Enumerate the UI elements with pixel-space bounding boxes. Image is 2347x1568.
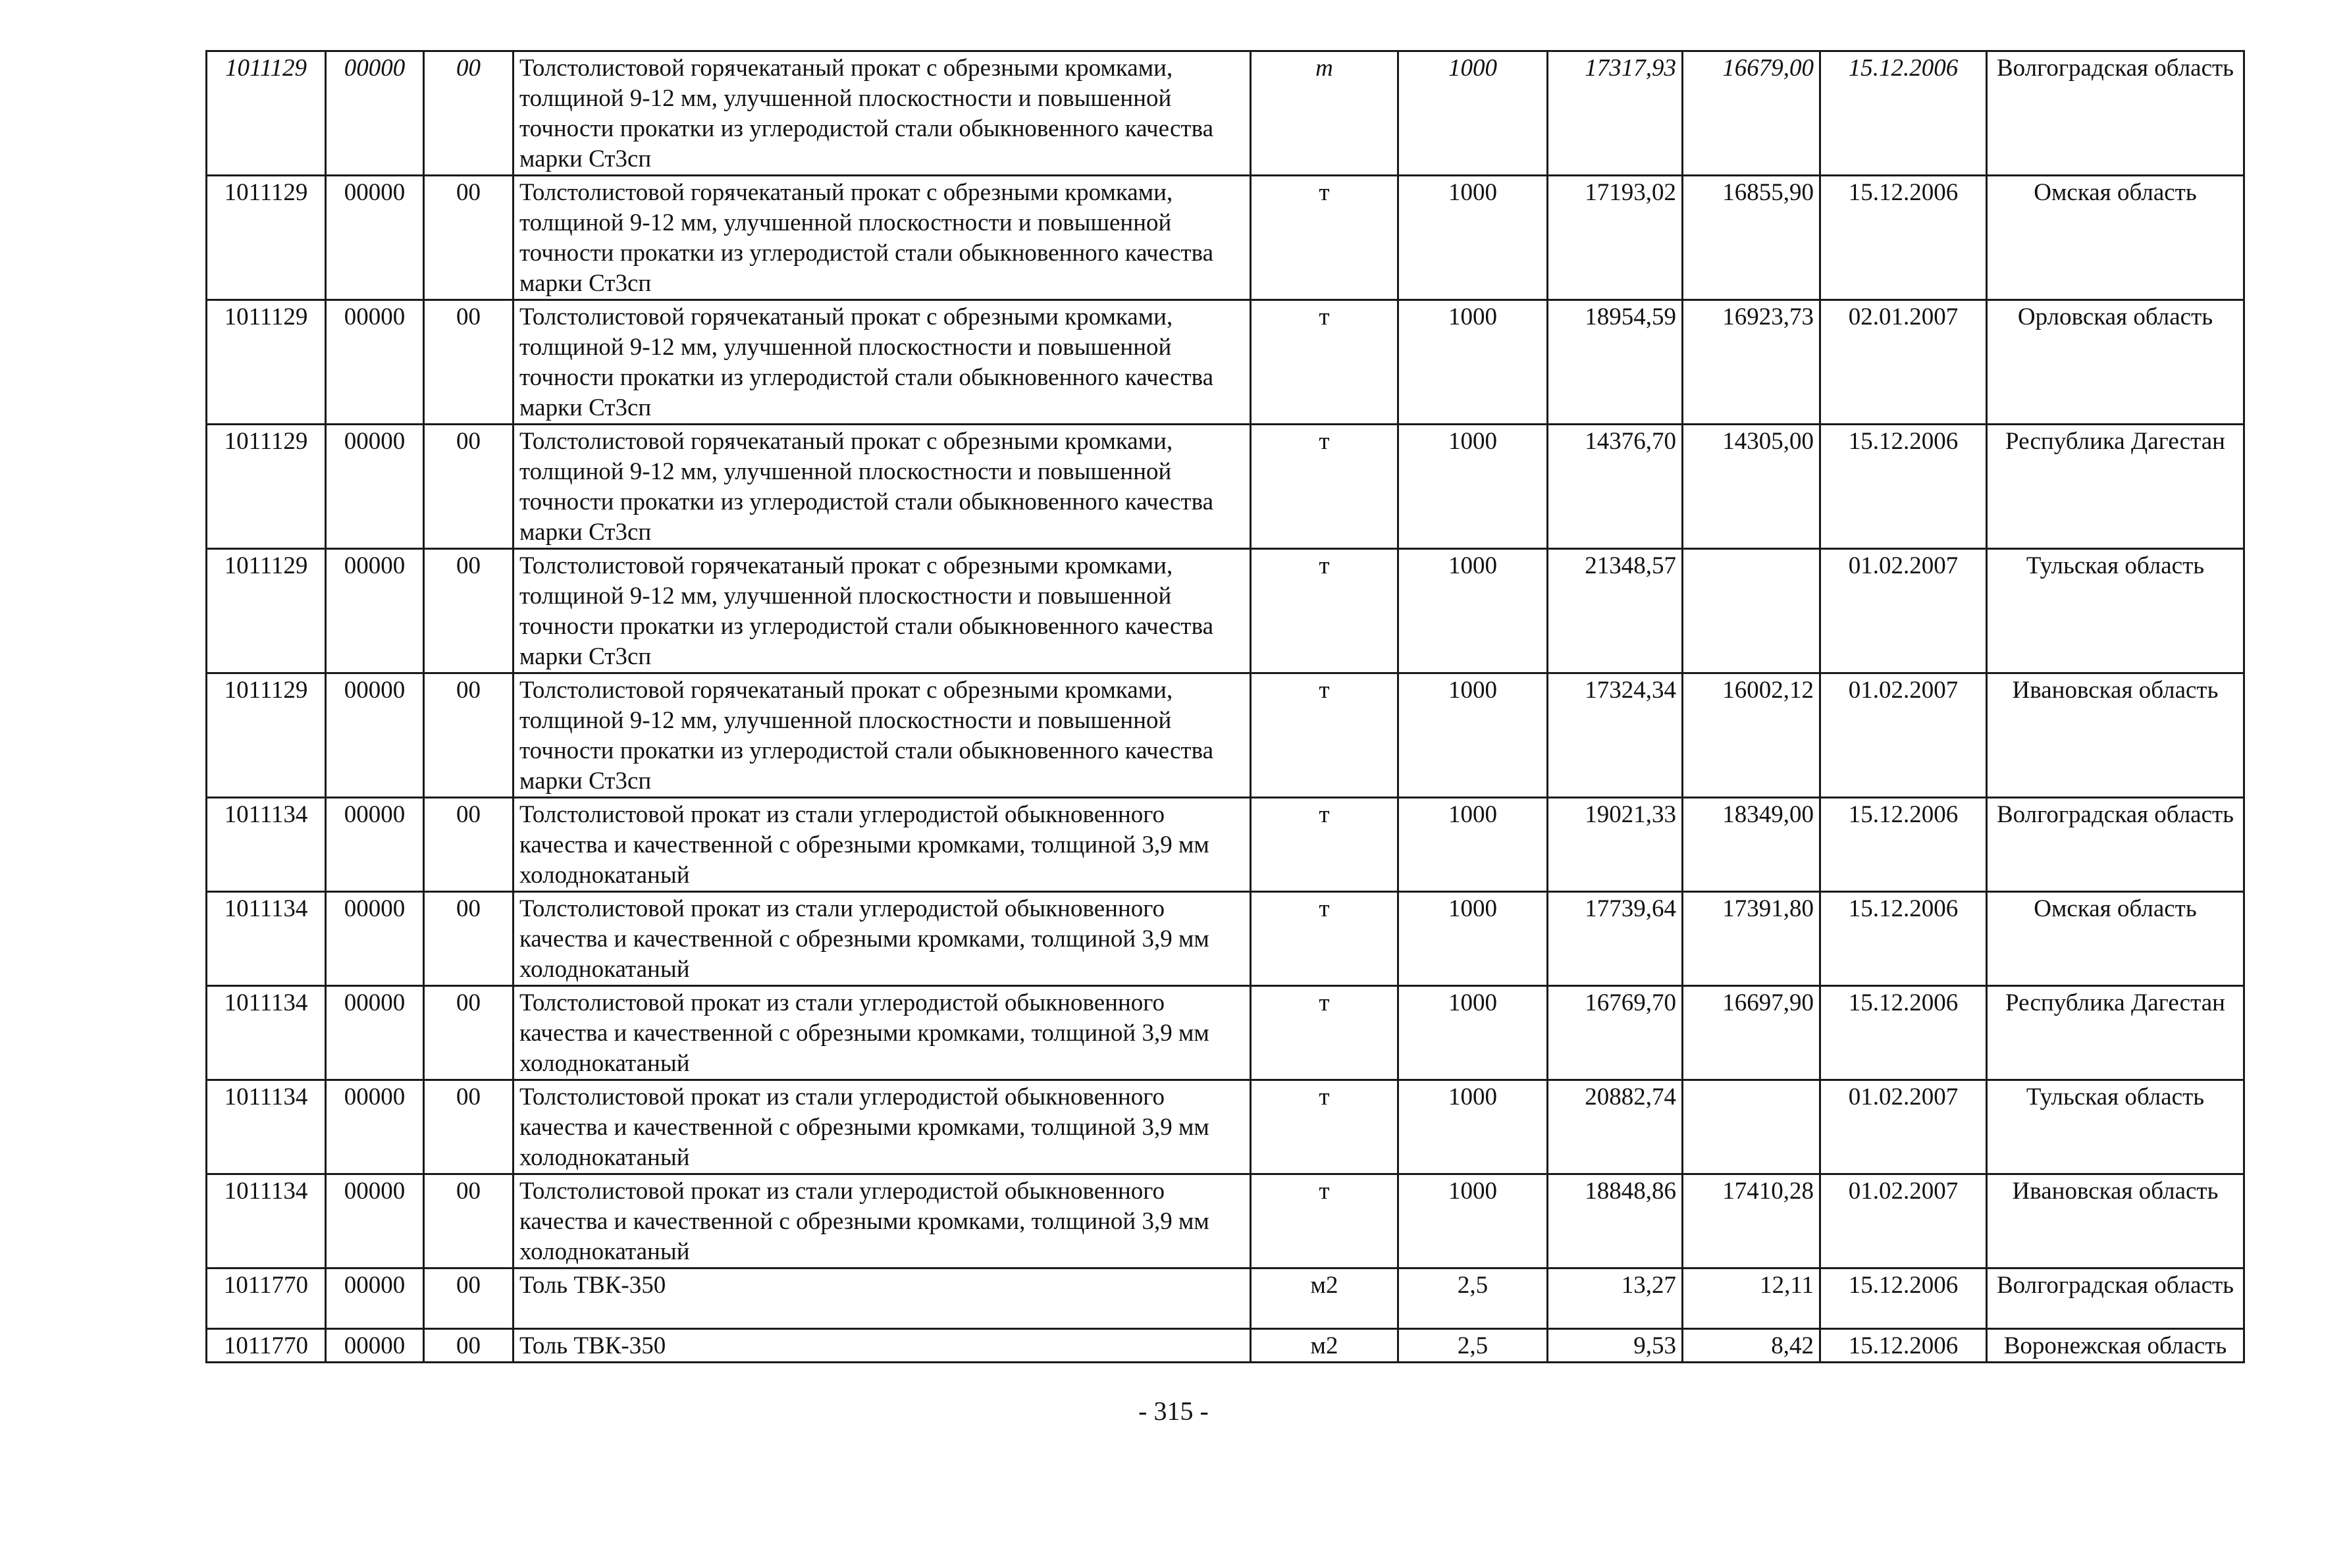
previous-price-cell: 16855,90 [1683,176,1820,300]
price-cell: 18848,86 [1548,1174,1683,1268]
region-cell: Омская область [1987,892,2244,986]
sub-code-cell: 00000 [326,176,424,300]
quantity-cell: 1000 [1398,892,1548,986]
ext-code-cell: 00 [424,1080,514,1174]
product-code-cell: 1011129 [207,425,326,549]
product-code-cell: 1011129 [207,300,326,425]
price-table [205,50,2245,1363]
date-cell: 15.12.2006 [1820,986,1987,1080]
date-cell: 15.12.2006 [1820,1329,1987,1363]
product-name-cell: Толстолистовой прокат из стали углеродистой обыкновенного качества и качественной с обрезными кромками, толщиной 3,9 мм холоднокатаный [514,986,1251,1080]
region-cell: Республика Дагестан [1987,986,2244,1080]
price-cell: 18954,59 [1548,300,1683,425]
sub-code-cell: 00000 [326,1080,424,1174]
product-code-cell: 1011134 [207,1080,326,1174]
region-cell: Орловская область [1987,300,2244,425]
product-name-cell: Толстолистовой горячекатаный прокат с обрезными кромками, толщиной 9-12 мм, улучшенной плоскостности и повышенной точности прокатки из углеродистой стали обыкновенного качества марки Ст3сп [514,549,1251,673]
product-name-cell: Толстолистовой горячекатаный прокат с обрезными кромками, толщиной 9-12 мм, улучшенной плоскостности и повышенной точности прокатки из углеродистой стали обыкновенного качества марки Ст3сп [514,176,1251,300]
previous-price-cell: 14305,00 [1683,425,1820,549]
region-cell: Омская область [1987,176,2244,300]
date-cell: 15.12.2006 [1820,1268,1987,1329]
quantity-cell: 1000 [1398,176,1548,300]
unit-cell: т [1251,176,1398,300]
product-code-cell: 1011134 [207,798,326,892]
table-row [207,425,2244,549]
previous-price-cell: 12,11 [1683,1268,1820,1329]
date-cell: 15.12.2006 [1820,892,1987,986]
quantity-cell: 1000 [1398,1174,1548,1268]
table-row [207,892,2244,986]
ext-code-cell: 00 [424,1329,514,1363]
region-cell: Волгоградская область [1987,798,2244,892]
quantity-cell: 1000 [1398,51,1548,176]
price-cell: 17324,34 [1548,673,1683,798]
sub-code-cell: 00000 [326,986,424,1080]
date-cell: 15.12.2006 [1820,51,1987,176]
quantity-cell: 2,5 [1398,1268,1548,1329]
ext-code-cell: 00 [424,892,514,986]
table-row [207,1080,2244,1174]
quantity-cell: 1000 [1398,1080,1548,1174]
quantity-cell: 1000 [1398,986,1548,1080]
unit-cell: т [1251,892,1398,986]
previous-price-cell: 8,42 [1683,1329,1820,1363]
date-cell: 02.01.2007 [1820,300,1987,425]
product-name-cell: Толстолистовой прокат из стали углеродистой обыкновенного качества и качественной с обрезными кромками, толщиной 3,9 мм холоднокатаный [514,892,1251,986]
price-cell: 14376,70 [1548,425,1683,549]
product-code-cell: 1011129 [207,549,326,673]
quantity-cell: 2,5 [1398,1329,1548,1363]
ext-code-cell: 00 [424,1174,514,1268]
product-name-cell: Толстолистовой горячекатаный прокат с обрезными кромками, толщиной 9-12 мм, улучшенной плоскостности и повышенной точности прокатки из углеродистой стали обыкновенного качества марки Ст3сп [514,673,1251,798]
table-row [207,1174,2244,1268]
product-code-cell: 1011134 [207,1174,326,1268]
product-code-cell: 1011134 [207,892,326,986]
unit-cell: м2 [1251,1329,1398,1363]
quantity-cell: 1000 [1398,673,1548,798]
sub-code-cell: 00000 [326,1329,424,1363]
ext-code-cell: 00 [424,673,514,798]
sub-code-cell: 00000 [326,1174,424,1268]
quantity-cell: 1000 [1398,300,1548,425]
table-row [207,549,2244,673]
region-cell: Волгоградская область [1987,1268,2244,1329]
date-cell: 01.02.2007 [1820,673,1987,798]
sub-code-cell: 00000 [326,798,424,892]
quantity-cell: 1000 [1398,549,1548,673]
ext-code-cell: 00 [424,425,514,549]
previous-price-cell: 16679,00 [1683,51,1820,176]
price-cell: 17317,93 [1548,51,1683,176]
unit-cell: т [1251,425,1398,549]
quantity-cell: 1000 [1398,425,1548,549]
ext-code-cell: 00 [424,986,514,1080]
region-cell: Республика Дагестан [1987,425,2244,549]
previous-price-cell [1683,1080,1820,1174]
region-cell: Воронежская область [1987,1329,2244,1363]
region-cell: Ивановская область [1987,1174,2244,1268]
price-cell: 13,27 [1548,1268,1683,1329]
sub-code-cell: 00000 [326,549,424,673]
sub-code-cell: 00000 [326,300,424,425]
date-cell: 15.12.2006 [1820,176,1987,300]
product-name-cell: Толстолистовой горячекатаный прокат с обрезными кромками, толщиной 9-12 мм, улучшенной плоскостности и повышенной точности прокатки из углеродистой стали обыкновенного качества марки Ст3сп [514,300,1251,425]
table-row [207,1268,2244,1329]
sub-code-cell: 00000 [326,51,424,176]
ext-code-cell: 00 [424,798,514,892]
price-cell: 17739,64 [1548,892,1683,986]
date-cell: 01.02.2007 [1820,549,1987,673]
price-cell: 20882,74 [1548,1080,1683,1174]
unit-cell: т [1251,300,1398,425]
product-name-cell: Толь ТВК-350 [514,1329,1251,1363]
unit-cell: т [1251,1080,1398,1174]
unit-cell: м2 [1251,1268,1398,1329]
table-row [207,798,2244,892]
ext-code-cell: 00 [424,51,514,176]
previous-price-cell: 17410,28 [1683,1174,1820,1268]
region-cell: Волгоградская область [1987,51,2244,176]
product-name-cell: Толстолистовой прокат из стали углеродистой обыкновенного качества и качественной с обрезными кромками, толщиной 3,9 мм холоднокатаный [514,1174,1251,1268]
ext-code-cell: 00 [424,176,514,300]
price-cell: 19021,33 [1548,798,1683,892]
product-code-cell: 1011770 [207,1268,326,1329]
previous-price-cell [1683,549,1820,673]
product-code-cell: 1011129 [207,51,326,176]
table-row [207,986,2244,1080]
region-cell: Тульская область [1987,549,2244,673]
table-row [207,300,2244,425]
unit-cell: т [1251,1174,1398,1268]
product-name-cell: Толстолистовой горячекатаный прокат с обрезными кромками, толщиной 9-12 мм, улучшенной плоскостности и повышенной точности прокатки из углеродистой стали обыкновенного качества марки Ст3сп [514,425,1251,549]
sub-code-cell: 00000 [326,673,424,798]
table-body [207,51,2244,1363]
quantity-cell: 1000 [1398,798,1548,892]
date-cell: 01.02.2007 [1820,1080,1987,1174]
unit-cell: т [1251,986,1398,1080]
product-name-cell: Толстолистовой горячекатаный прокат с обрезными кромками, толщиной 9-12 мм, улучшенной плоскостности и повышенной точности прокатки из углеродистой стали обыкновенного качества марки Ст3сп [514,51,1251,176]
unit-cell: т [1251,549,1398,673]
page-number: - 315 - [1138,1396,1209,1426]
previous-price-cell: 18349,00 [1683,798,1820,892]
unit-cell: т [1251,798,1398,892]
previous-price-cell: 16002,12 [1683,673,1820,798]
sub-code-cell: 00000 [326,1268,424,1329]
ext-code-cell: 00 [424,549,514,673]
previous-price-cell: 17391,80 [1683,892,1820,986]
product-code-cell: 1011134 [207,986,326,1080]
table-row [207,51,2244,176]
product-name-cell: Толь ТВК-350 [514,1268,1251,1329]
product-name-cell: Толстолистовой прокат из стали углеродистой обыкновенного качества и качественной с обрезными кромками, толщиной 3,9 мм холоднокатаный [514,1080,1251,1174]
product-code-cell: 1011129 [207,673,326,798]
sub-code-cell: 00000 [326,425,424,549]
unit-cell: т [1251,673,1398,798]
ext-code-cell: 00 [424,300,514,425]
product-name-cell: Толстолистовой прокат из стали углеродистой обыкновенного качества и качественной с обрезными кромками, толщиной 3,9 мм холоднокатаный [514,798,1251,892]
price-cell: 9,53 [1548,1329,1683,1363]
unit-cell: т [1251,51,1398,176]
sub-code-cell: 00000 [326,892,424,986]
date-cell: 01.02.2007 [1820,1174,1987,1268]
table-row [207,176,2244,300]
table-row [207,1329,2244,1363]
product-code-cell: 1011770 [207,1329,326,1363]
previous-price-cell: 16697,90 [1683,986,1820,1080]
region-cell: Тульская область [1987,1080,2244,1174]
ext-code-cell: 00 [424,1268,514,1329]
region-cell: Ивановская область [1987,673,2244,798]
table-row [207,673,2244,798]
price-cell: 17193,02 [1548,176,1683,300]
date-cell: 15.12.2006 [1820,798,1987,892]
previous-price-cell: 16923,73 [1683,300,1820,425]
date-cell: 15.12.2006 [1820,425,1987,549]
price-cell: 16769,70 [1548,986,1683,1080]
price-cell: 21348,57 [1548,549,1683,673]
product-code-cell: 1011129 [207,176,326,300]
